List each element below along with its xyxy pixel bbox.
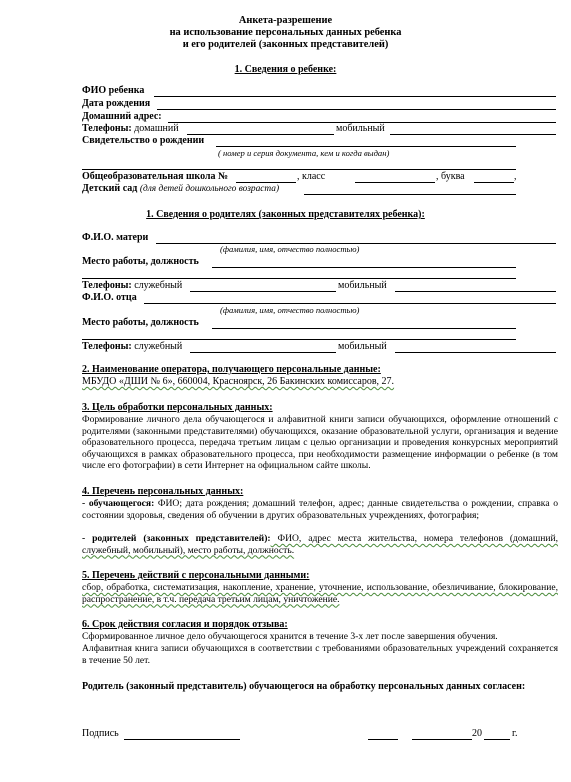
student-data-label: - обучающегося: bbox=[82, 498, 155, 509]
birth-date-label: Дата рождения bbox=[82, 98, 151, 109]
father-phones-label: Телефоны: bbox=[82, 341, 132, 352]
student-data-value: ФИО; дата рождения; домашний телефон, адрес; данные свидетельства о рождении, справка о состоянии здоровья, сведения об обучении в других образовательных учреждениях, фотография; bbox=[82, 498, 558, 521]
date-month-field[interactable] bbox=[412, 739, 472, 740]
mother-fio-hint: (фамилия, имя, отчество полностью) bbox=[220, 244, 360, 254]
child-fio-label: ФИО ребенка bbox=[82, 85, 145, 96]
school-label: Общеобразовательная школа № bbox=[82, 171, 229, 182]
letter-label: , буква bbox=[436, 171, 465, 182]
parents-data-text bbox=[82, 533, 558, 556]
father-fio-hint: (фамилия, имя, отчество полностью) bbox=[220, 305, 360, 315]
purpose-text: Формирование личного дела обучающегося и алфавитной книги записи обучающихся, оформление отношений с родителями (законными представителями) обучающихся, оказание образовательной услуги, организация и ведение образовательного процесса, передача третьим лицам с целью организации и проведения конкурсных мероприятий обучающихся в рамках образовательного процесса, при необходимости размещение информации о ребенке (в том числе его фотографии) в сети Интернет на официальном сайте школы. bbox=[82, 414, 558, 472]
consent-text: Родитель (законный представитель) обучающегося на обработку персональных данных согласен: bbox=[82, 681, 526, 692]
term-line-1: Сформированное личное дело обучающегося хранится в течение 3-х лет после завершения обучения. bbox=[82, 631, 498, 642]
actions-title: 5. Перечень действий с персональными данными: bbox=[82, 570, 310, 581]
birth-date-field[interactable] bbox=[157, 109, 556, 110]
mother-phone-mobile-label: мобильный bbox=[338, 280, 387, 291]
section-1-title: 1. Сведения о ребенке: bbox=[234, 64, 337, 75]
kindergarten-field[interactable] bbox=[304, 194, 516, 195]
child-fio-field[interactable] bbox=[154, 96, 556, 97]
term-title: 6. Срок действия согласия и порядок отзыва: bbox=[82, 619, 288, 630]
father-phone-mobile-field[interactable] bbox=[395, 352, 556, 353]
class-label: , класс bbox=[297, 171, 326, 182]
mother-phone-work-field[interactable] bbox=[190, 291, 336, 292]
phone-mobile-field[interactable] bbox=[390, 134, 556, 135]
mother-phone-work-label: служебный bbox=[134, 280, 183, 291]
kindergarten-hint: (для детей дошкольного возраста) bbox=[139, 184, 280, 194]
parents-data-value: ФИО, адрес места жительства, номера телефонов (домашний, служебный, мобильный), место работы, должность. bbox=[82, 533, 559, 556]
date-day-field[interactable] bbox=[368, 739, 398, 740]
title-line-1: Анкета-разрешение bbox=[238, 15, 333, 26]
mother-phones-row bbox=[82, 280, 182, 293]
mother-phone-mobile-field[interactable] bbox=[395, 291, 556, 292]
signature-label: Подпись bbox=[82, 728, 119, 739]
mother-fio-label: Ф.И.О. матери bbox=[82, 232, 149, 243]
title-line-3: и его родителей (законных представителей) bbox=[182, 39, 389, 50]
operator-text: МБУДО «ДШИ № 6», 660004, Красноярск, 26 Бакинских комиссаров, 27. bbox=[82, 376, 395, 387]
child-phones-row bbox=[82, 123, 179, 136]
kindergarten-row bbox=[82, 183, 279, 196]
birth-certificate-field[interactable] bbox=[216, 146, 516, 147]
phone-mobile-label: мобильный bbox=[336, 123, 385, 134]
phone-home-label: домашний bbox=[134, 123, 179, 134]
title-line-2: на использование персональных данных ребенка bbox=[169, 27, 402, 38]
class-field[interactable] bbox=[355, 182, 435, 183]
father-phone-mobile-label: мобильный bbox=[338, 341, 387, 352]
section-2-title: 1. Сведения о родителях (законных представителях ребенка): bbox=[146, 209, 425, 220]
purpose-title: 3. Цель обработки персональных данных: bbox=[82, 402, 273, 413]
mother-work-label: Место работы, должность bbox=[82, 256, 199, 267]
birth-certificate-hint: ( номер и серия документа, кем и когда выдан) bbox=[218, 148, 390, 158]
father-work-label: Место работы, должность bbox=[82, 317, 199, 328]
father-phone-work-label: служебный bbox=[134, 341, 183, 352]
father-phone-work-field[interactable] bbox=[190, 352, 336, 353]
letter-comma: , bbox=[514, 171, 517, 182]
father-fio-field[interactable] bbox=[144, 303, 556, 304]
date-year-prefix: 20 bbox=[472, 728, 482, 739]
mother-work-field[interactable] bbox=[212, 267, 516, 268]
birth-certificate-field-2[interactable] bbox=[82, 169, 516, 170]
date-year-field[interactable] bbox=[484, 739, 510, 740]
father-fio-label: Ф.И.О. отца bbox=[82, 292, 137, 303]
home-address-label: Домашний адрес: bbox=[82, 111, 162, 122]
data-list-title: 4. Перечень персональных данных: bbox=[82, 486, 244, 497]
kindergarten-label: Детский сад bbox=[82, 183, 138, 194]
child-phones-label: Телефоны: bbox=[82, 123, 132, 134]
father-phones-row bbox=[82, 341, 182, 354]
letter-field[interactable] bbox=[474, 182, 514, 183]
phone-home-field[interactable] bbox=[187, 134, 334, 135]
term-line-2: Алфавитная книга записи обучающихся в соответствии с требованиями образовательных учреждений сохраняется в течение 50 лет. bbox=[82, 643, 558, 666]
parents-data-label: - родителей (законных представителей): bbox=[82, 533, 271, 544]
birth-certificate-label: Свидетельство о рождении bbox=[82, 135, 205, 146]
signature-field[interactable] bbox=[124, 739, 240, 740]
actions-text: сбор, обработка, систематизация, накопление, хранение, уточнение, использование, обезличивание, блокирование, распространение, в т.ч. передача третьим лицам, уничтожение. bbox=[82, 582, 558, 605]
mother-work-field-2[interactable] bbox=[82, 278, 516, 279]
father-work-field-2[interactable] bbox=[82, 339, 516, 340]
mother-phones-label: Телефоны: bbox=[82, 280, 132, 291]
operator-title: 2. Наименование оператора, получающего персональные данные: bbox=[82, 364, 381, 375]
father-work-field[interactable] bbox=[212, 328, 516, 329]
date-year-suffix: г. bbox=[512, 728, 518, 739]
student-data-text bbox=[82, 498, 558, 521]
